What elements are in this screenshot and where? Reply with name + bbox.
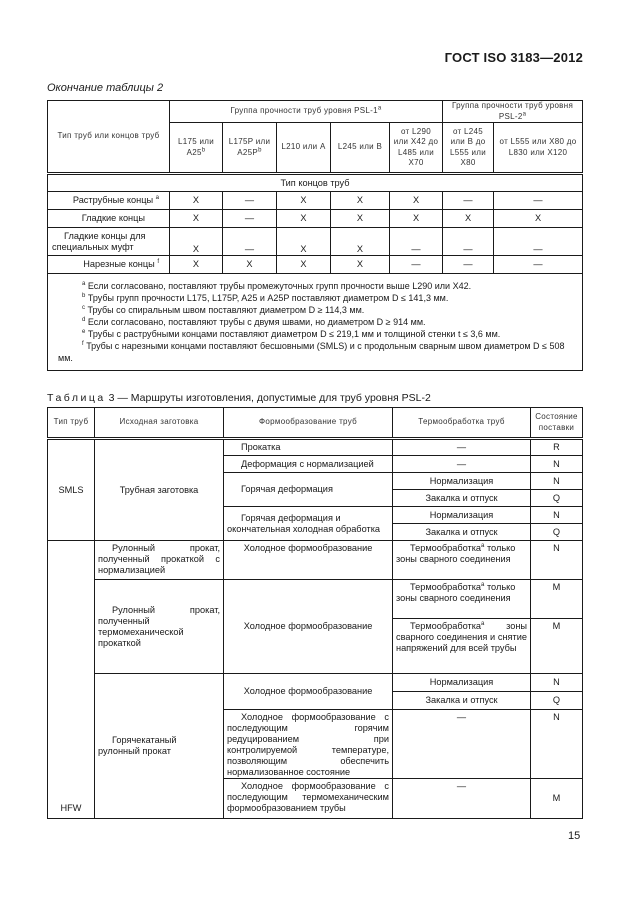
footnote: $^c$ Трубы со спиральным швом поставляют диаметром D ≥ 114,3 мм.	[82, 305, 365, 315]
cell: X	[170, 228, 223, 256]
heat-treatment: —	[393, 710, 531, 779]
delivery-condition: M	[531, 779, 583, 819]
delivery-condition: N	[531, 541, 583, 580]
forming: Холодное формообразование	[224, 674, 393, 710]
row-label: Раструбные концы $^a$	[48, 192, 170, 210]
heat-treatment: Термообработка$^a$ только зоны сварного соединения	[393, 580, 531, 619]
cell: X	[443, 210, 494, 228]
header-col-l555-l830: от L555 или X80 до L830 или X120	[494, 123, 583, 174]
header-starting-material: Исходная заготовка	[95, 408, 224, 439]
starting-material: Рулонный прокат, полученный прокаткой с нормализацией	[95, 541, 224, 580]
delivery-condition: N	[531, 456, 583, 473]
cell: X	[277, 210, 331, 228]
cell: X	[331, 210, 390, 228]
table-row	[48, 541, 583, 580]
table-row	[48, 439, 583, 456]
cell: X	[331, 192, 390, 210]
header-col-l290-l485: от L290 или X42 до L485 или X70	[390, 123, 443, 174]
table2-footnotes	[48, 274, 583, 371]
header-col-l175: L175 или A25$^b$	[170, 123, 223, 174]
header-delivery-condition: Состояние поставки	[531, 408, 583, 439]
heat-treatment: Нормализация	[393, 473, 531, 490]
cell: —	[443, 228, 494, 256]
cell: X	[170, 256, 223, 274]
header-group-psl2: Группа прочности труб уровня PSL-2$^a$	[443, 101, 583, 123]
cell: —	[443, 256, 494, 274]
cell: X	[277, 256, 331, 274]
cell: X	[331, 256, 390, 274]
cell: X	[331, 228, 390, 256]
starting-material: Трубная заготовка	[95, 439, 224, 541]
cell: —	[390, 256, 443, 274]
delivery-condition: Q	[531, 490, 583, 507]
forming: Холодное формообразование	[224, 541, 393, 580]
cell: X	[494, 210, 583, 228]
heat-treatment: —	[393, 456, 531, 473]
cell: X	[170, 192, 223, 210]
heat-treatment: Термообработка$^a$ зоны сварного соединения и снятие напряжений для всей трубы	[393, 619, 531, 674]
cell: X	[170, 210, 223, 228]
table-row	[48, 192, 583, 210]
heat-treatment: Нормализация	[393, 674, 531, 692]
standard-id-header: ГОСТ ISO 3183—2012	[444, 50, 583, 65]
heat-treatment: Термообработка$^a$ только зоны сварного соединения	[393, 541, 531, 580]
footnote: $^a$ Если согласовано, поставляют трубы промежуточных групп прочности выше L290 или X42.	[82, 281, 472, 291]
table2-caption: Окончание таблицы 2	[47, 82, 164, 94]
cell: X	[277, 228, 331, 256]
table-row	[48, 210, 583, 228]
table-row	[48, 256, 583, 274]
pipe-type-hfw: HFW	[48, 541, 95, 819]
heat-treatment: Закалка и отпуск	[393, 524, 531, 541]
cell: —	[223, 210, 277, 228]
page-number: 15	[568, 830, 581, 842]
table3-manufacturing-routes	[47, 407, 583, 819]
delivery-condition: N	[531, 473, 583, 490]
header-heat-treatment: Термообработка труб	[393, 408, 531, 439]
forming: Холодное формообразование	[224, 580, 393, 674]
header-pipe-type: Тип труб	[48, 408, 95, 439]
table2-strength-groups	[47, 100, 583, 371]
table-row	[48, 580, 583, 619]
forming: Холодное формообразование с последующим горячим редуцированием при контролируемой температуре, позволяющим обеспечить нормализованное состояние	[224, 710, 393, 779]
forming: Деформация с нормализацией	[224, 456, 393, 473]
footnote: $^e$ Трубы с раструбными концами поставляют диаметром D ≤ 219,1 мм и толщиной стенки t ≤ 3,6 мм.	[82, 329, 501, 339]
cell: X	[390, 192, 443, 210]
heat-treatment: Закалка и отпуск	[393, 692, 531, 710]
delivery-condition: N	[531, 507, 583, 524]
header-col-l210: L210 или A	[277, 123, 331, 174]
cell: X	[277, 192, 331, 210]
heat-treatment: Закалка и отпуск	[393, 490, 531, 507]
header-group-psl1: Группа прочности труб уровня PSL-1$^a$	[170, 101, 443, 123]
cell: —	[223, 192, 277, 210]
delivery-condition: M	[531, 619, 583, 674]
cell: X	[223, 256, 277, 274]
header-col-l245-l555: от L245 или B до L555 или X80	[443, 123, 494, 174]
delivery-condition: N	[531, 710, 583, 779]
forming: Холодное формообразование с последующим термомеханическим формообразованием трубы	[224, 779, 393, 819]
cell: —	[443, 192, 494, 210]
section-title-pipe-ends: Тип концов труб	[48, 174, 583, 192]
pipe-type-smls: SMLS	[48, 439, 95, 541]
footnote: $^b$ Трубы групп прочности L175, L175P, A25 и A25P поставляют диаметром D ≤ 141,3 мм.	[82, 293, 449, 303]
starting-material: Рулонный прокат, полученный термомеханической прокаткой	[95, 580, 224, 674]
cell: —	[494, 192, 583, 210]
footnote: $^d$ Если согласовано, поставляют трубы с двумя швами, но диаметром D ≥ 914 мм.	[82, 317, 426, 327]
cell: —	[494, 256, 583, 274]
delivery-condition: R	[531, 439, 583, 456]
header-col-l175p: L175P или $A25P^b$	[223, 123, 277, 174]
starting-material: Горячекатаный рулонный прокат	[95, 674, 224, 819]
cell: —	[494, 228, 583, 256]
delivery-condition: Q	[531, 524, 583, 541]
cell: —	[390, 228, 443, 256]
header-col-l245: L245 или B	[331, 123, 390, 174]
heat-treatment: —	[393, 779, 531, 819]
header-forming: Формообразование труб	[224, 408, 393, 439]
table-row	[48, 228, 583, 256]
row-label: Гладкие концы	[48, 210, 170, 228]
cell: —	[223, 228, 277, 256]
row-label: Нарезные концы $^f$	[48, 256, 170, 274]
cell: X	[390, 210, 443, 228]
delivery-condition: N	[531, 674, 583, 692]
header-pipe-type: Тип труб или концов труб	[48, 101, 170, 174]
heat-treatment: Нормализация	[393, 507, 531, 524]
delivery-condition: M	[531, 580, 583, 619]
forming: Горячая деформация	[224, 473, 393, 507]
forming: Горячая деформация и окончательная холодная обработка	[224, 507, 393, 541]
delivery-condition: Q	[531, 692, 583, 710]
row-label: Гладкие концы для специальных муфт	[48, 228, 170, 256]
forming: Прокатка	[224, 439, 393, 456]
heat-treatment: —	[393, 439, 531, 456]
table-row	[48, 674, 583, 692]
footnote: $^f$ Трубы с нарезными концами поставляют бесшовными (SMLS) и с продольным сварным швом диаметром D ≤ 508 мм.	[58, 341, 565, 363]
table3-caption: Таблица 3 — Маршруты изготовления, допустимые для труб уровня PSL-2	[47, 392, 431, 404]
